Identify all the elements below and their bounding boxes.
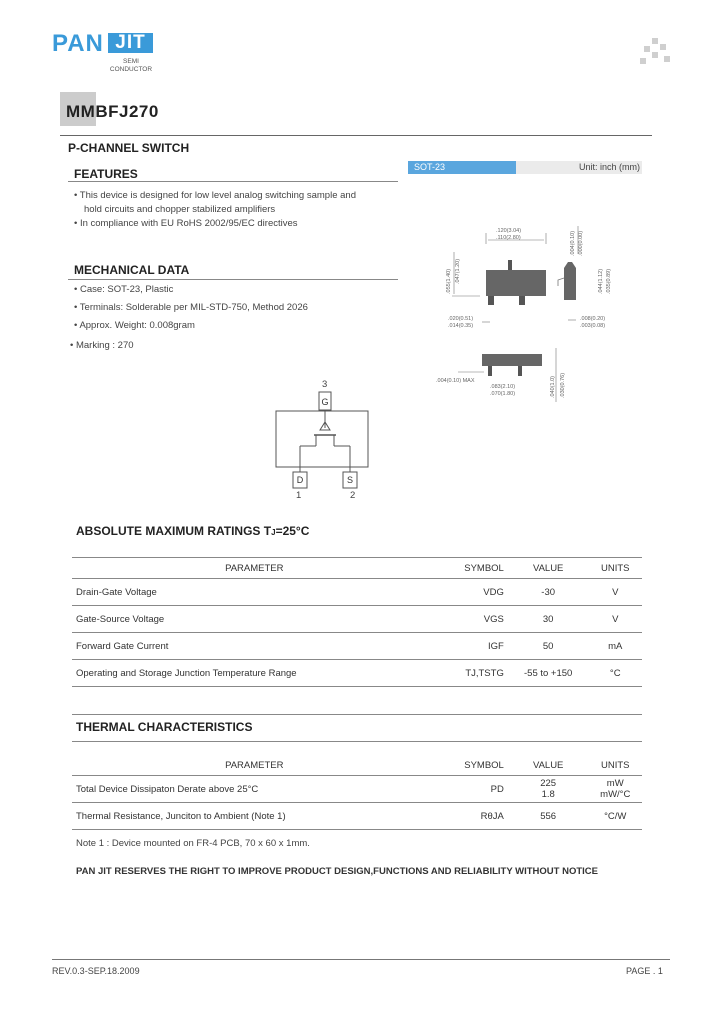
table-header-row [72,755,642,776]
right-lead [519,296,525,305]
left-lead [488,296,494,305]
row-unit: °C [589,660,643,687]
row-symbol: VGS [437,606,508,633]
row-symbol: PD [437,776,508,803]
mechanical-divider [68,279,398,280]
drain-pin-label: D [296,475,304,485]
mechanical-item: • Terminals: Solderable per MIL-STD-750, Method 2026 [74,302,308,313]
row-symbol: RθJA [437,803,508,830]
thermal-note: Note 1 : Device mounted on FR-4 PCB, 70 x 60 x 1mm. [76,838,310,849]
row-param: Thermal Resistance, Junciton to Ambient (Note 1) [72,803,437,830]
table-row [72,579,642,606]
row-symbol: IGF [437,633,508,660]
row-value: 225 1.8 [508,776,589,803]
dim-side1: .044(1.12) [598,268,604,294]
row-unit: V [589,579,643,606]
dim-pad1: .020(0.51) [448,316,474,322]
dim-body-h1: .055(1.40) [446,268,452,294]
dim-top-width2: .110(2.80) [496,235,521,241]
title-divider [60,135,652,136]
header-parameter: PARAMETER [72,755,437,776]
row-param: Total Device Dissipaton Derate above 25°C [72,776,437,803]
mechanical-item: • Case: SOT-23, Plastic [74,284,174,295]
row-unit: V [589,606,643,633]
header-symbol: SYMBOL [437,755,508,776]
package-unit: Unit: inch (mm) [578,162,640,172]
row-param: Gate-Source Voltage [72,606,437,633]
dim-span2: .070(1.80) [490,391,516,397]
thermal-table-rule [72,741,642,742]
row-param: Drain-Gate Voltage [72,579,437,606]
dim-h2: .030(0.76) [560,372,566,398]
header-symbol: SYMBOL [437,558,508,579]
dim-foot1: .008(0.20) [580,316,606,322]
front-lead-right [518,366,522,376]
header-parameter: PARAMETER [72,558,437,579]
top-lead [508,260,512,270]
dim-h1: .040(1.0) [550,375,556,398]
footer-rule [52,959,670,960]
side-body [564,262,576,300]
footer-page: PAGE . 1 [626,966,663,976]
row-unit: mA [589,633,643,660]
row-param: Operating and Storage Junction Temperature Range [72,660,437,687]
feature-item: • This device is designed for low level analog switching sample and [74,190,356,201]
page-title: MMBFJ270 [66,102,159,121]
dim-span1: .083(2.10) [490,384,516,390]
pinout-schematic [272,388,376,490]
table-row [72,803,642,830]
footer-revision: REV.0.3-SEP.18.2009 [52,966,140,976]
dim-foot2: .003(0.08) [580,323,606,329]
row-value: 50 [508,633,589,660]
pin-source-number: 2 [350,490,356,501]
dim-pad2: .014(0.35) [448,323,474,329]
table-row [72,660,642,687]
table-header-row [72,558,642,579]
row-value: -30 [508,579,589,606]
row-symbol: VDG [437,579,508,606]
pin-gate-number: 3 [322,379,328,390]
table-row [72,633,642,660]
header-units: UNITS [589,558,643,579]
package-outline-drawing [408,176,644,416]
logo-jit-badge: JIT [108,33,153,53]
feature-item: hold circuits and chopper stabilized amplifiers [84,204,276,215]
mechanical-title: MECHANICAL DATA [74,263,190,277]
logo-subtitle: SEMI CONDUCTOR [109,58,153,73]
gate-pin-label: G [321,397,329,407]
thermal-top-rule [72,714,642,715]
dim-lead2: .000(0.00) [578,230,584,256]
table-row [72,606,642,633]
pin-drain-number: 1 [296,490,302,501]
device-type: P-CHANNEL SWITCH [68,141,190,155]
thermal-table [72,755,642,830]
package-body [486,270,546,296]
row-unit: mW mW/°C [589,776,643,803]
row-param: Forward Gate Current [72,633,437,660]
package-name: SOT-23 [408,161,516,174]
disclaimer: PAN JIT RESERVES THE RIGHT TO IMPROVE PRODUCT DESIGN,FUNCTIONS AND RELIABILITY WITHOUT NOTICE [76,866,599,877]
dim-pitch: .004(0.10) MAX [436,378,475,384]
dim-top-width: .120(3.04) [496,228,522,234]
front-lead-left [488,366,492,376]
dim-body-h2: .047(1.20) [455,258,461,284]
row-unit: °C/W [589,803,643,830]
features-title: FEATURES [74,167,138,181]
logo-pan-text: PAN [52,30,104,57]
header-value: VALUE [508,558,589,579]
mechanical-item: • Marking : 270 [70,340,134,351]
feature-item: • In compliance with EU RoHS 2002/95/EC directives [74,218,298,229]
row-symbol: TJ,TSTG [437,660,508,687]
mechanical-item: • Approx. Weight: 0.008gram [74,320,195,331]
dim-lead1: .004(0.10) [570,230,576,256]
header-units: UNITS [589,755,643,776]
table-row [72,776,642,803]
abs-max-table [72,558,642,687]
features-divider [68,181,398,182]
row-value: 556 [508,803,589,830]
front-body [482,354,542,366]
dim-side2: .035(0.89) [606,268,612,294]
thermal-title: THERMAL CHARACTERISTICS [76,720,253,734]
row-value: 30 [508,606,589,633]
row-value: -55 to +150 [508,660,589,687]
source-pin-label: S [346,475,354,485]
abs-max-title: ABSOLUTE MAXIMUM RATINGS TJ=25°C [76,524,310,538]
header-value: VALUE [508,755,589,776]
